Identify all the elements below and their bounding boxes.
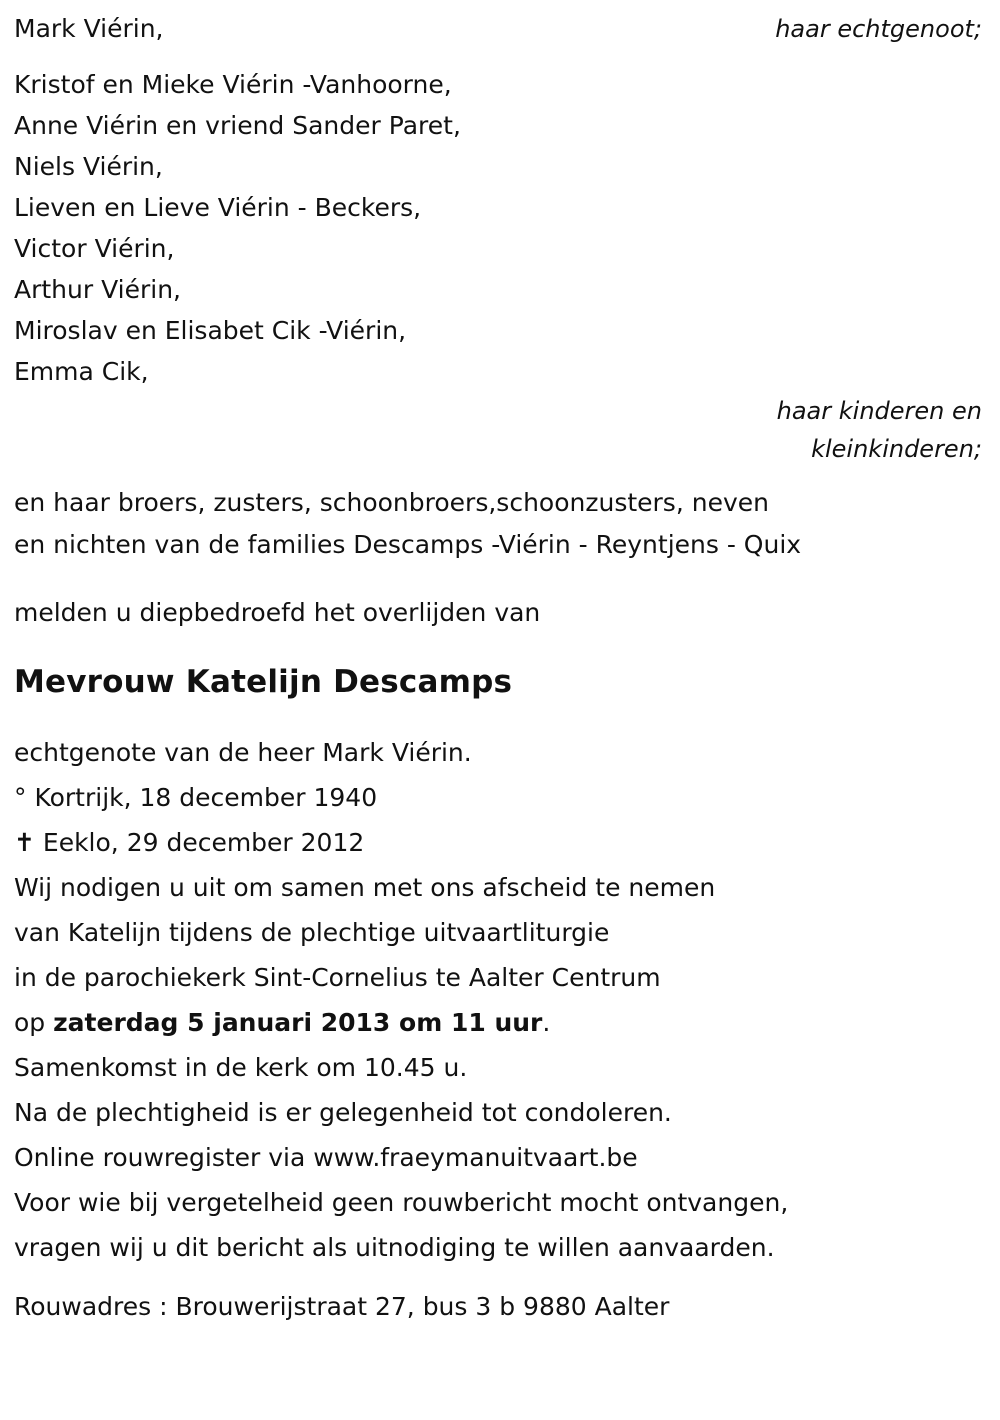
children-caption-line-1: haar kinderen en — [776, 397, 982, 425]
children-list — [14, 64, 986, 392]
service-datetime: zaterdag 5 januari 2013 om 11 uur — [53, 1008, 543, 1037]
spacer-after-name — [14, 704, 986, 730]
online-register-line: Online rouwregister via www.fraeymanuitvaart.be — [14, 1143, 638, 1172]
death-text: Eeklo, 29 december 2012 — [34, 828, 365, 857]
list-item: Miroslav en Elisabet Cik -Viérin, — [14, 316, 407, 345]
spacer-before-address — [14, 1270, 986, 1284]
deceased-name: Mevrouw Katelijn Descamps — [14, 664, 513, 700]
invite-line-1: Wij nodigen u uit om samen met ons afscheid te nemen — [14, 873, 716, 902]
service-datetime-line — [14, 1000, 986, 1045]
children-caption-line-2: kleinkinderen; — [811, 435, 982, 463]
family-line-1: en haar broers, zusters, schoonbroers,schoonzusters, neven — [14, 488, 769, 517]
children-relation-caption — [14, 392, 986, 468]
announcement-line: melden u diepbedroefd het overlijden van — [14, 598, 541, 627]
invite-line-3: in de parochiekerk Sint-Cornelius te Aalter Centrum — [14, 963, 661, 992]
spacer-after-children — [14, 468, 986, 482]
gathering-line: Samenkomst in de kerk om 10.45 u. — [14, 1053, 468, 1082]
list-item: Emma Cik, — [14, 357, 149, 386]
service-prefix: op — [14, 1008, 54, 1037]
birth-line — [14, 775, 986, 820]
service-suffix: . — [542, 1008, 551, 1037]
spouse-row — [14, 8, 986, 50]
spouse-of-line: echtgenote van de heer Mark Viérin. — [14, 738, 472, 767]
spouse-name: Mark Viérin, — [14, 14, 164, 43]
closing-line-1: Voor wie bij vergetelheid geen rouwbericht mocht ontvangen, — [14, 1188, 789, 1217]
spacer-before-announcement — [14, 566, 986, 592]
list-item: Arthur Viérin, — [14, 275, 181, 304]
birth-text: Kortrijk, 18 december 1940 — [26, 783, 378, 812]
extended-family-block — [14, 482, 986, 566]
details-block — [14, 730, 986, 1270]
mourning-address-line: Rouwadres : Brouwerijstraat 27, bus 3 b 9880 Aalter — [14, 1292, 670, 1321]
list-item: Kristof en Mieke Viérin -Vanhoorne, — [14, 70, 452, 99]
list-item: Lieven en Lieve Viérin - Beckers, — [14, 193, 422, 222]
spouse-relation-caption: haar echtgenoot; — [775, 15, 982, 43]
family-line-2: en nichten van de families Descamps -Viérin - Reyntjens - Quix — [14, 530, 802, 559]
invite-line-2: van Katelijn tijdens de plechtige uitvaartliturgie — [14, 918, 610, 947]
list-item: Victor Viérin, — [14, 234, 175, 263]
cross-icon: ✝ — [14, 828, 35, 857]
closing-line-2: vragen wij u dit bericht als uitnodiging te willen aanvaarden. — [14, 1233, 775, 1262]
birth-symbol-icon: ° — [14, 783, 27, 812]
list-item: Anne Viérin en vriend Sander Paret, — [14, 111, 461, 140]
spacer-before-name — [14, 634, 986, 660]
list-item: Niels Viérin, — [14, 152, 163, 181]
spacer-after-spouse — [14, 50, 986, 64]
condolence-line: Na de plechtigheid is er gelegenheid tot condoleren. — [14, 1098, 672, 1127]
death-line — [14, 820, 986, 865]
